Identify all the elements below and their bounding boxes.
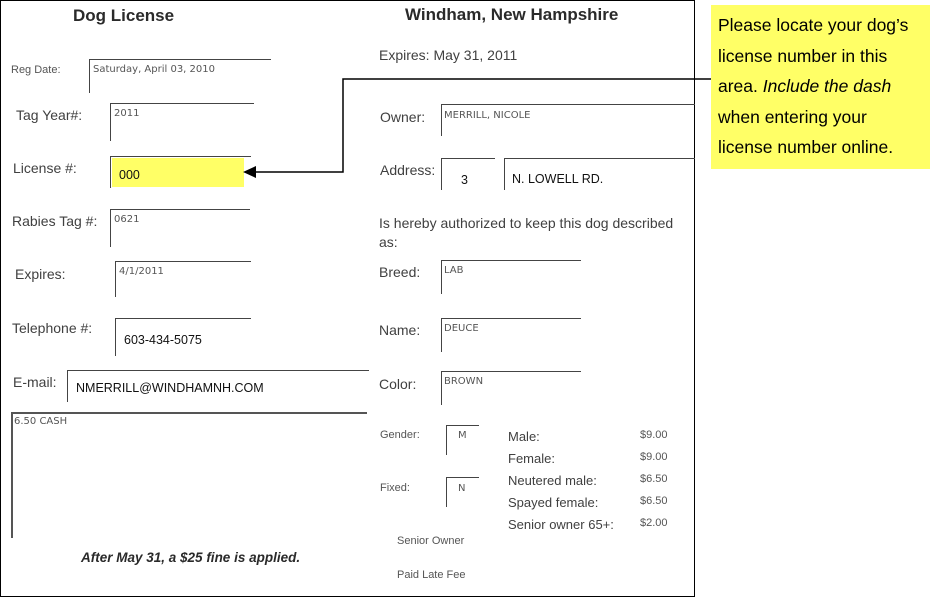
reg-date-label: Reg Date:	[11, 64, 61, 76]
callout-text-after: when entering your license number online.	[718, 106, 894, 157]
rabies-tag-value: 0621	[114, 214, 140, 225]
address-number-value: 3	[461, 173, 468, 187]
telephone-value: 603-434-5075	[124, 333, 202, 347]
email-value: NMERRILL@WINDHAMNH.COM	[76, 381, 264, 395]
gender-value: M	[458, 430, 467, 441]
authorization-line2: as:	[379, 234, 398, 250]
breed-label: Breed:	[379, 264, 421, 280]
name-label: Name:	[379, 322, 421, 338]
callout-text-before: Please locate your dog’s license number in this area.	[718, 15, 909, 96]
authorization-line1: Is hereby authorized to keep this dog described	[379, 215, 674, 231]
fee-spayed-amount: $6.50	[640, 495, 668, 507]
tag-year-value: 2011	[114, 108, 140, 119]
address-street-value: N. LOWELL RD.	[512, 172, 604, 186]
rabies-tag-label: Rabies Tag #:	[12, 213, 98, 229]
callout-text-italic: Include the dash	[762, 76, 892, 96]
fee-senior-amount: $2.00	[640, 517, 668, 529]
fee-spayed-label: Spayed female:	[508, 495, 599, 510]
license-label: License #:	[13, 160, 77, 176]
fixed-label: Fixed:	[380, 482, 410, 494]
expires-heading: Expires: May 31, 2011	[379, 47, 518, 63]
fee-male-amount: $9.00	[640, 429, 668, 441]
fine-notice: After May 31, a $25 fine is applied.	[81, 550, 301, 565]
paid-late-fee-label: Paid Late Fee	[397, 569, 466, 581]
owner-value: MERRILL, NICOLE	[444, 110, 531, 121]
fee-male-label: Male:	[508, 429, 540, 444]
color-label: Color:	[379, 376, 417, 392]
form-title: Dog License	[73, 6, 175, 25]
license-value: 000	[119, 168, 140, 182]
senior-owner-label: Senior Owner	[397, 535, 465, 547]
email-label: E-mail:	[13, 374, 57, 390]
notes-value: 6.50 CASH	[14, 416, 68, 427]
license-callout	[711, 5, 930, 169]
expires-label: Expires:	[15, 266, 66, 282]
reg-date-value: Saturday, April 03, 2010	[93, 64, 215, 75]
fee-neutered-label: Neutered male:	[508, 473, 597, 488]
expires-value: 4/1/2011	[119, 266, 164, 277]
name-value: DEUCE	[444, 323, 479, 334]
fee-female-amount: $9.00	[640, 451, 668, 463]
telephone-label: Telephone #:	[12, 320, 93, 336]
town-title: Windham, New Hampshire	[405, 5, 619, 24]
color-value: BROWN	[444, 376, 484, 387]
owner-label: Owner:	[380, 109, 426, 125]
fee-senior-label: Senior owner 65+:	[508, 517, 614, 532]
gender-label: Gender:	[380, 429, 420, 441]
fee-female-label: Female:	[508, 451, 555, 466]
breed-value: LAB	[444, 265, 464, 276]
tag-year-label: Tag Year#:	[16, 107, 83, 123]
fixed-value: N	[458, 483, 466, 494]
fee-neutered-amount: $6.50	[640, 473, 668, 485]
address-label: Address:	[380, 162, 436, 178]
